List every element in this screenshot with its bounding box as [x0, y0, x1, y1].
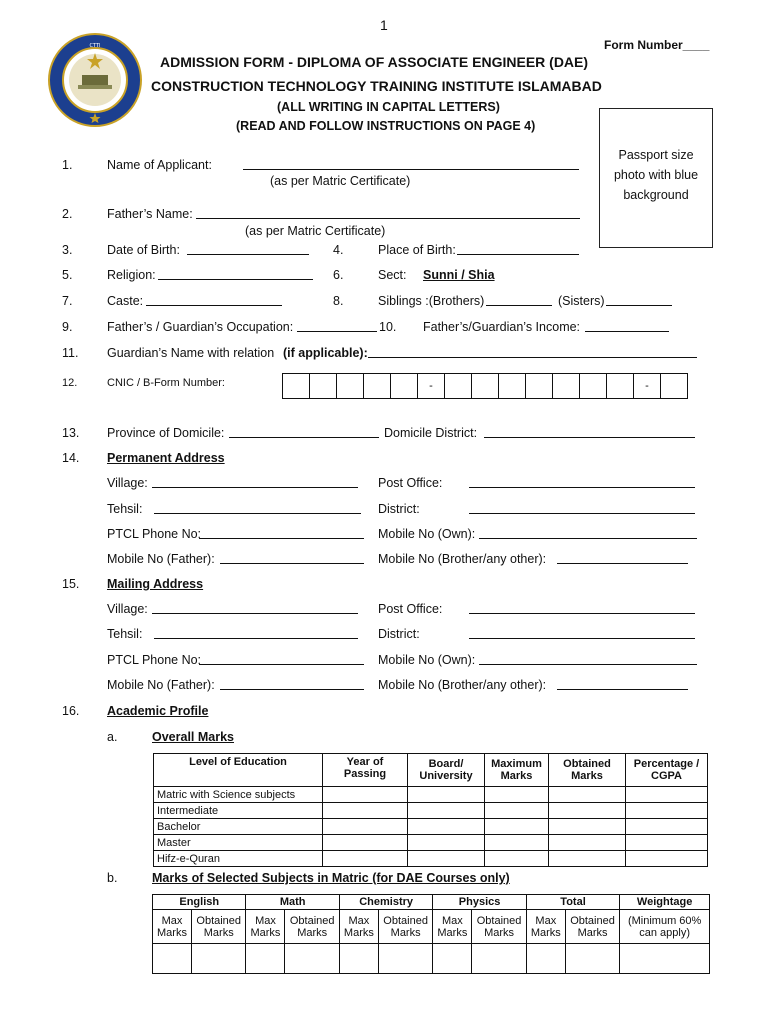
- obtained-marks-header: Obtained Marks: [378, 910, 432, 944]
- siblings-brothers-label: Siblings :(Brothers): [378, 294, 485, 308]
- svg-text:CTTI: CTTI: [89, 43, 101, 49]
- max-cell[interactable]: [485, 835, 549, 851]
- perm-district-label: District:: [378, 502, 420, 516]
- percentage-cell[interactable]: [626, 851, 708, 867]
- perm-post-office-label: Post Office:: [378, 476, 443, 490]
- mail-post-office-label: Post Office:: [378, 602, 443, 616]
- marks-cell[interactable]: [339, 944, 378, 974]
- father-name-note: (as per Matric Certificate): [245, 224, 386, 238]
- level-cell: Intermediate: [154, 803, 323, 819]
- obtained-cell[interactable]: [549, 803, 626, 819]
- year-cell[interactable]: [323, 787, 408, 803]
- board-cell[interactable]: [408, 835, 485, 851]
- obtained-cell[interactable]: [549, 787, 626, 803]
- siblings-brothers-field[interactable]: [486, 305, 552, 306]
- siblings-sisters-label: (Sisters): [558, 294, 605, 308]
- level-cell: Hifz-e-Quran: [154, 851, 323, 867]
- percentage-cell[interactable]: [626, 835, 708, 851]
- col-level: Level of Education: [154, 754, 323, 787]
- domicile-district-label: Domicile District:: [384, 426, 478, 440]
- photo-line-1: Passport size: [618, 148, 694, 162]
- level-cell: Bachelor: [154, 819, 323, 835]
- domicile-district-field[interactable]: [484, 437, 695, 438]
- mail-district-field[interactable]: [469, 638, 695, 639]
- field-number-9: 9.: [62, 320, 73, 334]
- marks-cell[interactable]: [472, 944, 526, 974]
- cnic-digit[interactable]: [526, 374, 553, 398]
- mail-tehsil-field[interactable]: [154, 638, 358, 639]
- marks-cell[interactable]: [153, 944, 192, 974]
- field-number-1: 1.: [62, 158, 73, 172]
- section-a-label: a.: [107, 730, 118, 744]
- col-year: Year of Passing: [323, 754, 408, 787]
- max-cell[interactable]: [485, 851, 549, 867]
- perm-post-office-field[interactable]: [469, 487, 695, 488]
- perm-mobile-father-label: Mobile No (Father):: [107, 552, 215, 566]
- capital-letters-note: (ALL WRITING IN CAPITAL LETTERS): [277, 100, 500, 114]
- dob-label: Date of Birth:: [107, 243, 180, 257]
- max-marks-header: Max Marks: [246, 910, 285, 944]
- table-row[interactable]: [154, 787, 708, 803]
- photo-line-3: background: [623, 188, 689, 202]
- obtained-marks-header: Obtained Marks: [285, 910, 339, 944]
- cnic-digit[interactable]: [391, 374, 418, 398]
- level-cell: Matric with Science subjects: [154, 787, 323, 803]
- place-of-birth-field[interactable]: [457, 254, 579, 255]
- cnic-digit[interactable]: [472, 374, 499, 398]
- board-cell[interactable]: [408, 819, 485, 835]
- photo-box[interactable]: [599, 108, 713, 248]
- marks-cell[interactable]: [526, 944, 565, 974]
- field-number-3: 3.: [62, 243, 73, 257]
- income-label: Father’s/Guardian’s Income:: [423, 320, 581, 334]
- father-name-field[interactable]: [196, 218, 580, 219]
- obtained-marks-header: Obtained Marks: [472, 910, 526, 944]
- obtained-cell[interactable]: [549, 819, 626, 835]
- province-field[interactable]: [229, 437, 379, 438]
- academic-profile-heading: Academic Profile: [107, 704, 209, 718]
- applicant-name-label: Name of Applicant:: [107, 158, 212, 172]
- occupation-field[interactable]: [297, 331, 377, 332]
- dob-field[interactable]: [187, 254, 309, 255]
- sect-label: Sect:: [378, 268, 407, 282]
- guardian-name-label: Guardian’s Name with relation: [107, 346, 275, 360]
- cnic-label: CNIC / B-Form Number:: [107, 377, 225, 389]
- max-marks-header: Max Marks: [433, 910, 472, 944]
- section-b-label: b.: [107, 871, 118, 885]
- overall-marks-heading: Overall Marks: [152, 730, 234, 744]
- mailing-address-heading: Mailing Address: [107, 577, 204, 591]
- subject-marks-table: [152, 894, 710, 974]
- mail-village-field[interactable]: [152, 613, 358, 614]
- table-row[interactable]: [154, 819, 708, 835]
- applicant-name-field[interactable]: [243, 169, 579, 170]
- max-cell[interactable]: [485, 787, 549, 803]
- mail-mobile-own-field[interactable]: [479, 664, 697, 665]
- marks-cell[interactable]: [433, 944, 472, 974]
- cnic-separator: -: [634, 374, 661, 398]
- perm-mobile-own-field[interactable]: [479, 538, 697, 539]
- mail-ptcl-field[interactable]: [199, 664, 364, 665]
- year-cell[interactable]: [323, 851, 408, 867]
- perm-tehsil-field[interactable]: [154, 513, 361, 514]
- field-number-2: 2.: [62, 207, 73, 221]
- board-cell[interactable]: [408, 787, 485, 803]
- caste-label: Caste:: [107, 294, 144, 308]
- marks-cell[interactable]: [285, 944, 339, 974]
- perm-ptcl-field[interactable]: [199, 538, 364, 539]
- percentage-cell[interactable]: [626, 803, 708, 819]
- perm-village-label: Village:: [107, 476, 148, 490]
- cnic-digit[interactable]: [364, 374, 391, 398]
- subject-math: Math: [246, 895, 339, 910]
- occupation-label: Father’s / Guardian’s Occupation:: [107, 320, 294, 334]
- field-number-11: 11.: [62, 346, 79, 360]
- guardian-name-field[interactable]: [368, 357, 697, 358]
- field-number-15: 15.: [62, 577, 80, 591]
- cnic-digit[interactable]: [607, 374, 634, 398]
- board-cell[interactable]: [408, 851, 485, 867]
- year-cell[interactable]: [323, 803, 408, 819]
- perm-tehsil-label: Tehsil:: [107, 502, 143, 516]
- permanent-address-heading: Permanent Address: [107, 451, 225, 465]
- percentage-cell[interactable]: [626, 787, 708, 803]
- perm-district-field[interactable]: [469, 513, 695, 514]
- institute-title: CONSTRUCTION TECHNOLOGY TRAINING INSTITUTE ISLAMABAD: [151, 78, 602, 94]
- weightage-cell[interactable]: [620, 944, 710, 974]
- marks-cell[interactable]: [192, 944, 246, 974]
- guardian-if-applicable: (if applicable):: [283, 346, 368, 360]
- mail-post-office-field[interactable]: [469, 613, 695, 614]
- table-row[interactable]: [154, 851, 708, 867]
- mail-district-label: District:: [378, 627, 420, 641]
- field-number-7: 7.: [62, 294, 73, 308]
- perm-mobile-father-field[interactable]: [220, 563, 364, 564]
- table-row[interactable]: [154, 835, 708, 851]
- cnic-boxes[interactable]: [282, 373, 688, 399]
- obtained-marks-header: Obtained Marks: [192, 910, 246, 944]
- table-row[interactable]: [154, 803, 708, 819]
- cnic-separator: -: [418, 374, 445, 398]
- max-cell[interactable]: [485, 803, 549, 819]
- mail-mobile-father-label: Mobile No (Father):: [107, 678, 215, 692]
- max-marks-header: Max Marks: [153, 910, 192, 944]
- obtained-cell[interactable]: [549, 851, 626, 867]
- mail-tehsil-label: Tehsil:: [107, 627, 143, 641]
- mail-mobile-other-label: Mobile No (Brother/any other):: [378, 678, 547, 692]
- col-max: Maximum Marks: [485, 754, 549, 787]
- cnic-digit[interactable]: [499, 374, 526, 398]
- photo-line-2: photo with blue: [613, 168, 699, 182]
- cnic-digit[interactable]: [283, 374, 310, 398]
- level-cell: Master: [154, 835, 323, 851]
- institute-logo: [48, 33, 142, 127]
- field-number-16: 16.: [62, 704, 80, 718]
- subject-english: English: [153, 895, 246, 910]
- field-number-6: 6.: [333, 268, 344, 282]
- perm-mobile-other-label: Mobile No (Brother/any other):: [378, 552, 547, 566]
- year-cell[interactable]: [323, 835, 408, 851]
- field-number-10: 10.: [379, 320, 397, 334]
- max-cell[interactable]: [485, 819, 549, 835]
- sect-options[interactable]: Sunni / Shia: [423, 268, 495, 282]
- field-number-13: 13.: [62, 426, 80, 440]
- perm-ptcl-label: PTCL Phone No:: [107, 527, 202, 541]
- mail-mobile-own-label: Mobile No (Own):: [378, 653, 476, 667]
- subject-chemistry: Chemistry: [339, 895, 432, 910]
- cnic-digit[interactable]: [337, 374, 364, 398]
- cnic-digit[interactable]: [310, 374, 337, 398]
- field-number-14: 14.: [62, 451, 80, 465]
- mail-ptcl-label: PTCL Phone No:: [107, 653, 202, 667]
- perm-mobile-other-field[interactable]: [557, 563, 688, 564]
- father-name-label: Father’s Name:: [107, 207, 193, 221]
- form-number[interactable]: Form Number____: [604, 38, 710, 52]
- instructions-note: (READ AND FOLLOW INSTRUCTIONS ON PAGE 4): [236, 119, 536, 133]
- obtained-cell[interactable]: [549, 835, 626, 851]
- income-field[interactable]: [585, 331, 669, 332]
- perm-mobile-own-label: Mobile No (Own):: [378, 527, 476, 541]
- cnic-digit[interactable]: [580, 374, 607, 398]
- place-of-birth-label: Place of Birth:: [378, 243, 456, 257]
- marks-cell[interactable]: [565, 944, 619, 974]
- marks-cell[interactable]: [378, 944, 432, 974]
- cnic-digit[interactable]: [661, 374, 688, 398]
- col-percentage: Percentage / CGPA: [626, 754, 708, 787]
- weightage-header: Weightage: [620, 895, 710, 910]
- siblings-sisters-field[interactable]: [606, 305, 672, 306]
- percentage-cell[interactable]: [626, 819, 708, 835]
- year-cell[interactable]: [323, 819, 408, 835]
- selected-subjects-heading: Marks of Selected Subjects in Matric (for DAE Courses only): [152, 871, 510, 885]
- cnic-digit[interactable]: [445, 374, 472, 398]
- subject-physics: Physics: [433, 895, 526, 910]
- max-marks-header: Max Marks: [339, 910, 378, 944]
- form-title: ADMISSION FORM - DIPLOMA OF ASSOCIATE ENGINEER (DAE): [160, 54, 589, 70]
- overall-marks-table: [153, 753, 708, 867]
- mail-mobile-other-field[interactable]: [557, 689, 688, 690]
- weightage-note: (Minimum 60% can apply): [620, 910, 710, 944]
- field-number-8: 8.: [333, 294, 344, 308]
- col-board: Board/ University: [408, 754, 485, 787]
- perm-village-field[interactable]: [152, 487, 358, 488]
- applicant-name-note: (as per Matric Certificate): [270, 174, 411, 188]
- subject-total: Total: [526, 895, 619, 910]
- obtained-marks-header: Obtained Marks: [565, 910, 619, 944]
- field-number-4: 4.: [333, 243, 344, 257]
- mail-village-label: Village:: [107, 602, 148, 616]
- field-number-12: 12.: [62, 377, 78, 389]
- col-obtained: Obtained Marks: [549, 754, 626, 787]
- table-row[interactable]: [153, 944, 710, 974]
- field-number-5: 5.: [62, 268, 73, 282]
- max-marks-header: Max Marks: [526, 910, 565, 944]
- cnic-digit[interactable]: [553, 374, 580, 398]
- board-cell[interactable]: [408, 803, 485, 819]
- caste-field[interactable]: [146, 305, 282, 306]
- religion-label: Religion:: [107, 268, 156, 282]
- religion-field[interactable]: [158, 279, 313, 280]
- mail-mobile-father-field[interactable]: [220, 689, 364, 690]
- province-label: Province of Domicile:: [107, 426, 225, 440]
- page-number: 1: [380, 17, 388, 33]
- marks-cell[interactable]: [246, 944, 285, 974]
